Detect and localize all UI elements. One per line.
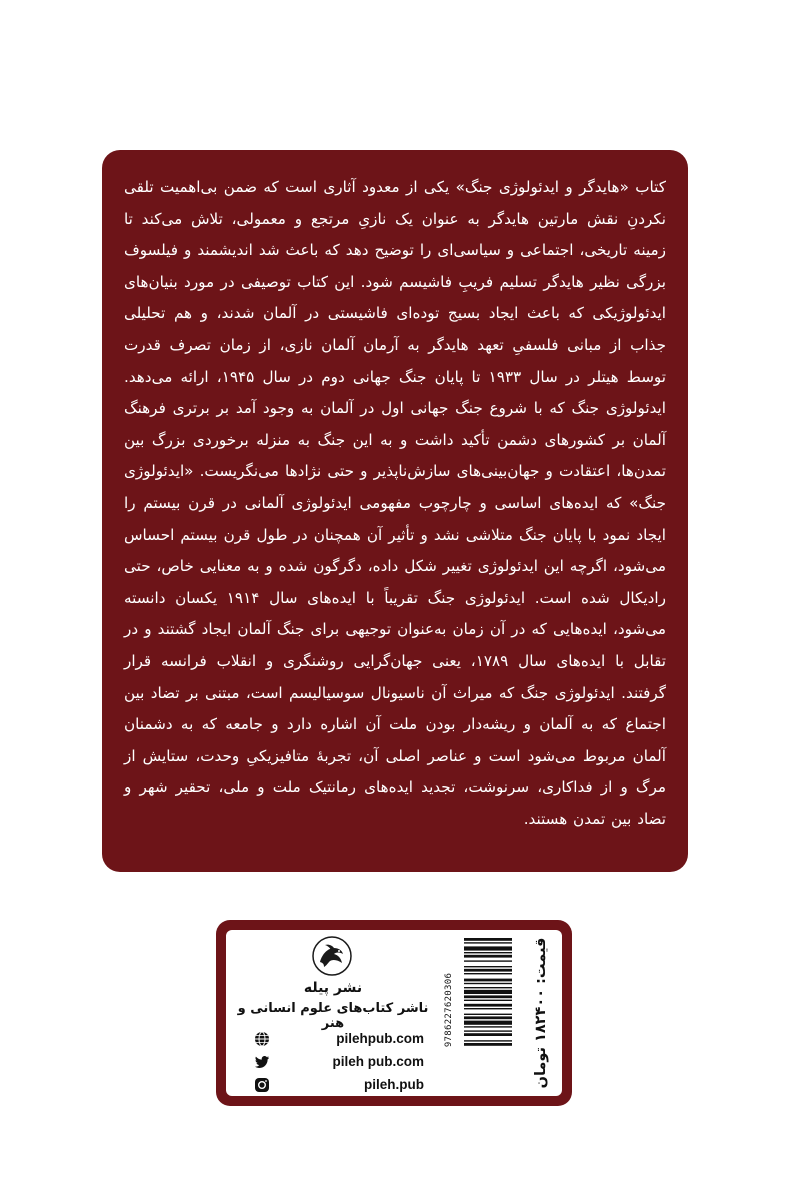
publisher-name: نشر پیله — [303, 980, 363, 996]
globe-icon — [254, 1031, 270, 1047]
publisher-tagline: ناشر کتاب‌های علوم انسانی و هنر — [237, 1001, 429, 1031]
description-box — [102, 150, 688, 872]
twitter-link[interactable]: pileh pub.com — [332, 1054, 424, 1069]
publisher-card — [216, 920, 572, 1106]
website-link[interactable]: pilehpub.com — [336, 1031, 424, 1046]
instagram-row — [254, 1075, 424, 1095]
price-label: قیمت: ۱۸۲۴۰۰ تومان — [533, 937, 549, 1089]
isbn-number: 9786227620306 — [444, 972, 454, 1048]
instagram-icon — [254, 1077, 270, 1093]
twitter-row — [254, 1052, 424, 1072]
instagram-link[interactable]: pileh.pub — [364, 1077, 424, 1092]
publisher-card-inner — [226, 930, 562, 1096]
barcode-icon — [464, 936, 512, 1090]
website-row — [254, 1029, 424, 1049]
twitter-icon — [254, 1054, 270, 1070]
publisher-logo-icon — [312, 936, 352, 976]
publisher-info — [226, 930, 440, 1096]
book-description: کتاب «هایدگر و ایدئولوژی جنگ» یکی از معدود آثاری است که ضمن بی‌اهمیت تلقی نکردنِ نقش مارتین هایدگر به عنوان یک نازیِ مرتجع و معمولی، تلاش می‌کند تا زمینه تاریخی، اجتماعی و سیاسی‌ای را توضیح دهد که باعث شد اندیشمند و فیلسوف بزرگی نظیر هایدگر تسلیم فریبِ فاشیسم شود. این کتاب توصیفی در مورد بنیان‌های ایدئولوژیکی که باعث ایجاد بسیج توده‌ای فاشیستی در آلمان شدند، و هم تحلیلی جذاب از مبانی فلسفیِ تعهد هایدگر به آرمان آلمان نازی، از زمان تصرف قدرت توسط هیتلر در سال ۱۹۳۳ تا پایان جنگ جهانی دوم در سال ۱۹۴۵، ارائه می‌دهد. ایدئولوژی جنگ که با شروع جنگ جهانی اول در آلمان به وجود آمد بر برتری فرهنگ آلمان بر کشورهای دشمن تأکید داشت و به این جنگ به منزله برخوردی بزرگ بین تمدن‌ها، اعتقادت و جهان‌بینی‌های سازش‌ناپذیر و حتی نژادها می‌نگریست. «ایدئولوژی جنگ» که ایده‌های اساسی و چارچوب مفهومی ایدئولوژی آلمانی در قرن بیستم را ایجاد نمود با پایان جنگ متلاشی نشد و تأثیر آن همچنان در طول قرن بیستم احساس می‌شود، اگرچه این ایدئولوژی تغییر شکل داده، دگرگون شده و به معنایی خاص، حتی رادیکال شده است. ایدئولوژی جنگ تقریباً با ایده‌های سال ۱۹۱۴ یکسان دانسته می‌شود، ایده‌هایی که در آن زمان به‌عنوان توجیهی برای جنگ آلمان ایجاد گشتند و در تقابل با ایده‌های سال ۱۷۸۹، یعنی جهان‌گرایی روشنگری و انقلاب فرانسه قرار گرفتند. ایدئولوژی جنگ که میراث آن ناسیونال سوسیالیسم است، مبتنی بر تضاد بین اجتماع که به آلمان و ریشه‌دار بودن ملت آن اشاره دارد و جامعه که به دشمنان آلمان مربوط می‌شود است و عناصر اصلی آن، تجربهٔ متافیزیکیِ وحدت، ستایش از مرگ و از فداکاری، سرنوشت، تجدید ایده‌های رمانتیک ملت و ملی، تحقیر شهر و تضاد بین تمدن هستند. — [124, 178, 666, 828]
price-column — [520, 930, 562, 1096]
